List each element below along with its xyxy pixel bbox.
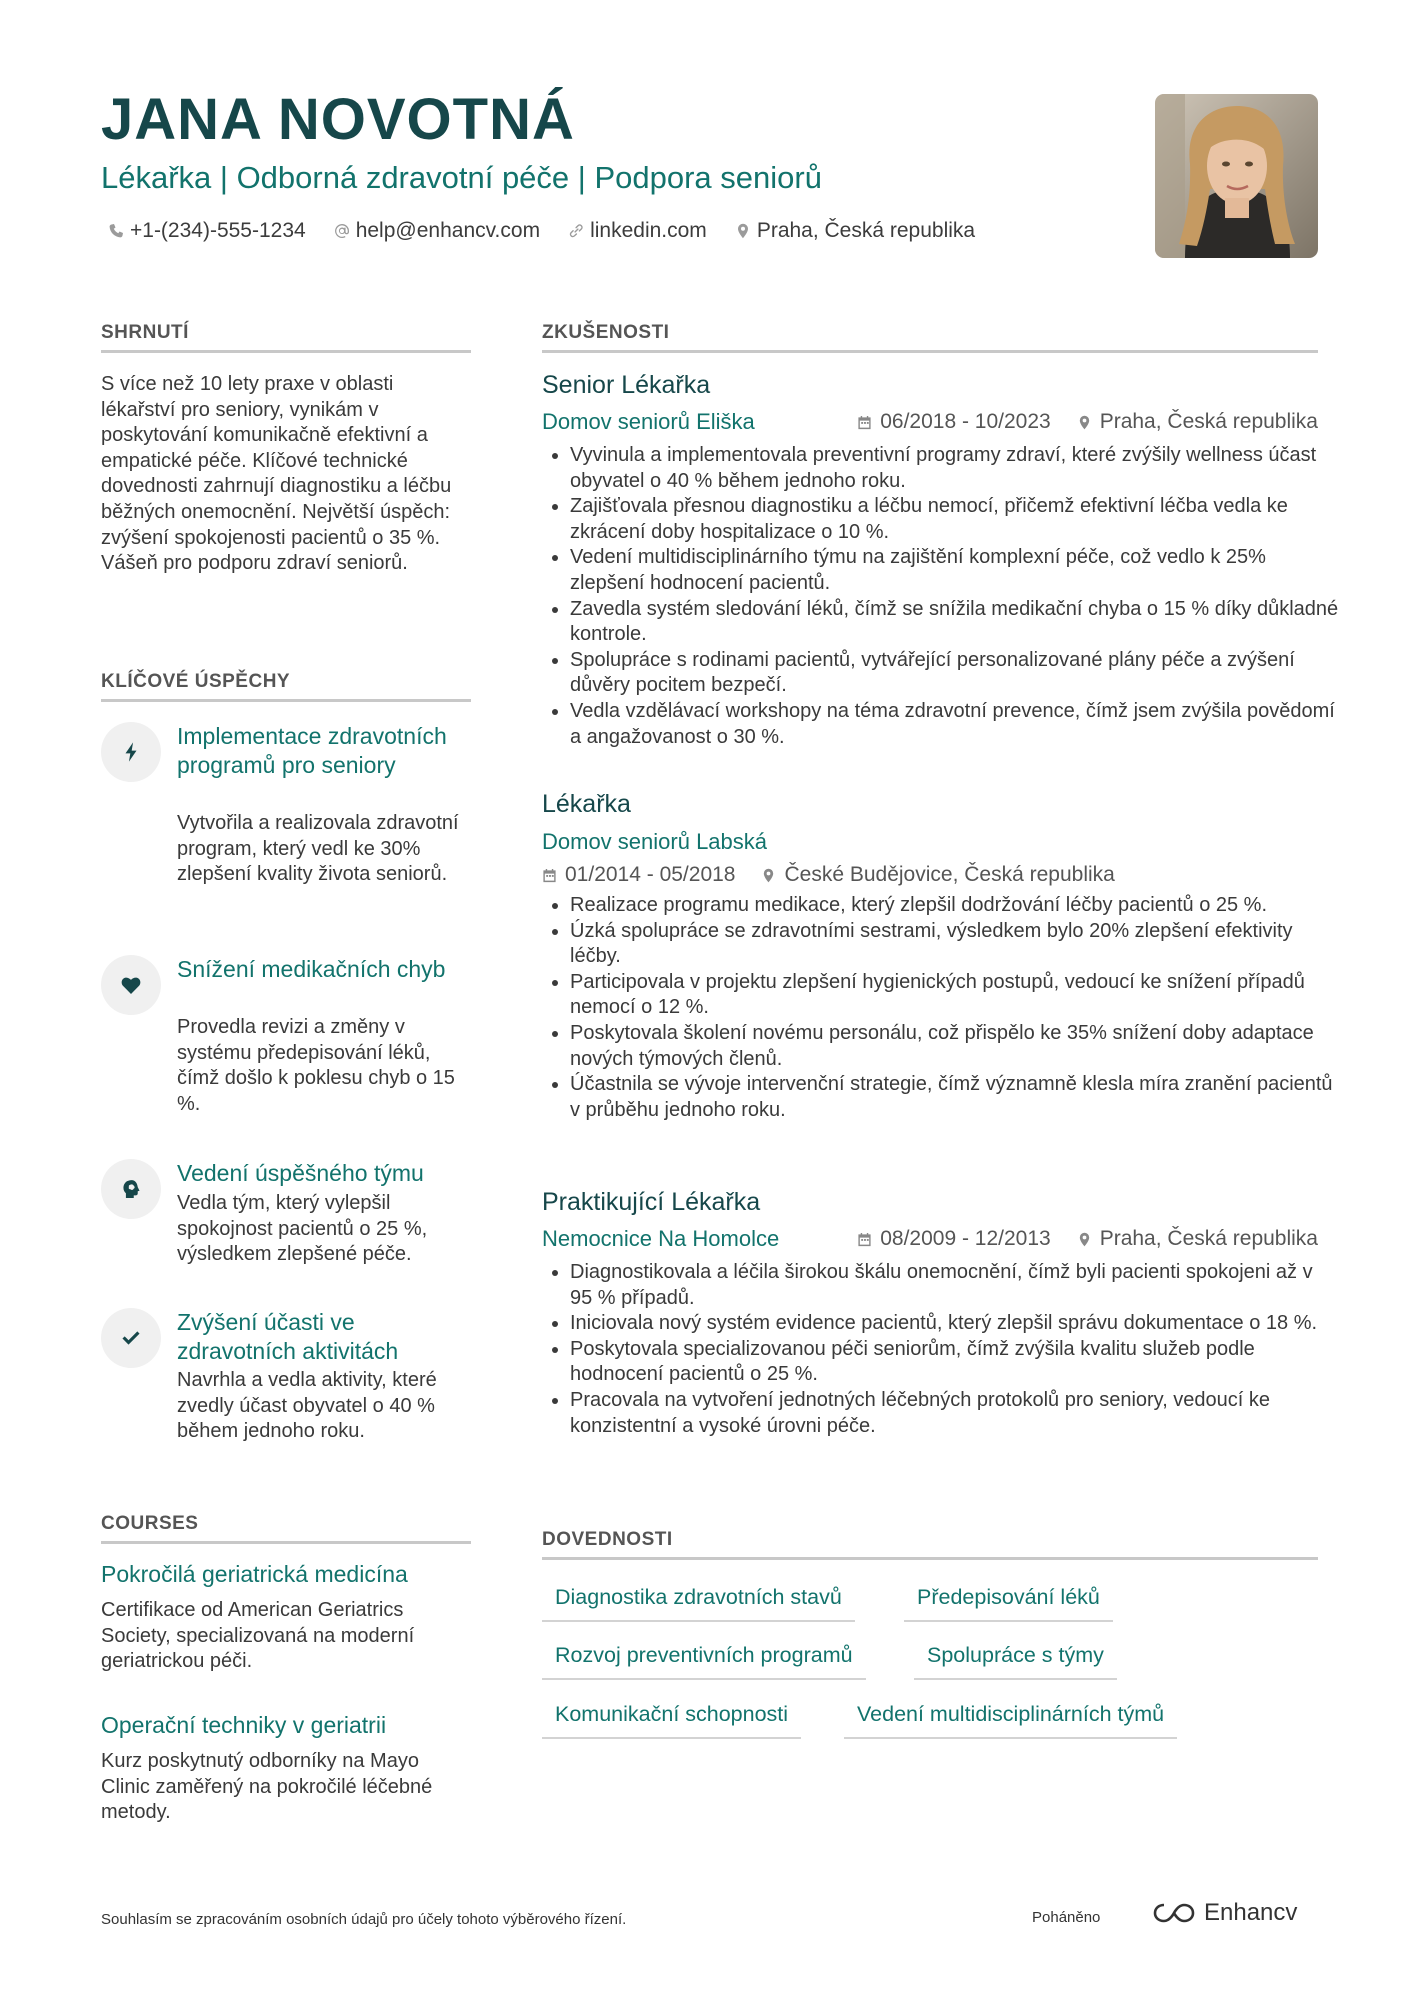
head-brain-icon: [120, 1178, 142, 1200]
job-company: Domov seniorů Labská: [542, 829, 768, 854]
powered-by-label: Poháněno: [1032, 1909, 1101, 1926]
achievement-title: Zvýšení účasti ve zdravotních aktivitách: [177, 1309, 399, 1364]
job-dates-text: 01/2014 - 05/2018: [565, 863, 736, 886]
contact-phone[interactable]: [108, 219, 306, 243]
job-location-text: České Budějovice, Česká republika: [784, 863, 1115, 886]
achievement-item: [101, 1159, 471, 1289]
job-location: [761, 863, 1114, 887]
calendar-icon: [857, 415, 872, 430]
job-meta-row: [542, 863, 1318, 887]
job-bullet: • Zajišťovala přesnou diagnostiku a léčbu nemocí, přičemž efektivní léčba vedla ke zkrácení doby hospitalizace o 10 %.: [570, 494, 1340, 545]
calendar-icon: [542, 868, 557, 883]
contact-email[interactable]: [334, 219, 540, 243]
skill-tag: Diagnostika zdravotních stavů: [542, 1585, 855, 1622]
job-bullet: • Spolupráce s rodinami pacientů, vytvářející personalizované plány péče a zvýšení důvěry pocitem bezpečí.: [570, 648, 1340, 699]
job-company: Nemocnice Na Homolce: [542, 1226, 780, 1251]
course-title: Pokročilá geriatrická medicína: [101, 1561, 408, 1587]
achievements-heading: KLÍČOVÉ ÚSPĚCHY: [101, 671, 471, 702]
job-title: Lékařka: [542, 790, 631, 818]
phone-icon: [108, 223, 124, 239]
job-title: Praktikující Lékařka: [542, 1188, 761, 1216]
achievement-desc: Vytvořila a realizovala zdravotní program, který vedl ke 30% zlepšení kvality života seniorů.: [177, 812, 459, 886]
profile-photo-illustration: [1155, 94, 1318, 258]
job-dates: [542, 863, 735, 887]
achievement-item: [101, 1308, 471, 1458]
heart-icon: [120, 974, 142, 996]
job-dates-text: 06/2018 - 10/2023: [880, 410, 1051, 433]
candidate-name: JANA NOVOTNÁ: [101, 87, 575, 152]
skill-tag: Vedení multidisciplinárních týmů: [844, 1702, 1177, 1739]
job-bullet: • Úzká spolupráce se zdravotními sestrami, výsledkem bylo 20% zlepšení efektivity léčby.: [570, 919, 1340, 970]
job-bullet: • Iniciovala nový systém evidence pacientů, který zlepšil správu dokumentace o 18 %.: [570, 1311, 1340, 1337]
achievement-desc: Provedla revizi a změny v systému předepisování léků, čímž došlo k poklesu chyb o 15 %.: [177, 1016, 455, 1115]
achievement-item: [101, 955, 471, 1125]
candidate-tagline: Lékařka | Odborná zdravotní péče | Podpora seniorů: [101, 160, 822, 195]
summary-text: S více než 10 lety praxe v oblasti lékařství pro seniory, vynikám v poskytování komunikačně efektivní a empatické péče. Klíčové technické dovednosti zahrnují diagnostiku a léčbu běžných onemocnění. Největší úspěch: zvýšení spokojenosti pacientů o 35 %. Vášeň pro podporu zdraví seniorů.: [101, 373, 452, 575]
achievement-item: [101, 722, 471, 922]
contact-email-text: help@enhancv.com: [355, 219, 541, 242]
contact-location-text: Praha, Česká republika: [756, 219, 976, 242]
achievement-desc: Vedla tým, který vylepšil spokojnost pacientů o 25 %, výsledkem zlepšené péče.: [177, 1192, 428, 1266]
contact-phone-text: +1-(234)-555-1234: [130, 219, 306, 242]
enhancv-logo[interactable]: [1152, 1899, 1297, 1927]
achievement-icon-circle: [101, 1159, 161, 1219]
location-pin-icon: [761, 868, 776, 883]
job-bullet: • Realizace programu medikace, který zlepšil dodržování léčby pacientů o 25 %.: [570, 893, 1340, 919]
link-icon: [568, 223, 584, 239]
job-dates: [857, 410, 1050, 434]
job-bullet: • Zavedla systém sledování léků, čímž se snížila medikační chyba o 15 % díky důkladné kontrole.: [570, 597, 1340, 648]
experience-heading: ZKUŠENOSTI: [542, 322, 1318, 353]
job-location: [1077, 410, 1318, 434]
job-bullet: • Vedení multidisciplinárního týmu na zajištění komplexní péče, což vedlo k 25% zlepšení hodnocení pacientů.: [570, 545, 1340, 596]
achievement-title: Implementace zdravotních programů pro seniory: [177, 723, 447, 778]
summary-heading: SHRNUTÍ: [101, 322, 471, 353]
job-bullet: • Diagnostikovala a léčila širokou škálu onemocnění, čímž byli pacienti spokojeni až v 95 % případů.: [570, 1260, 1340, 1311]
job-meta-row: [542, 829, 1318, 855]
contact-location: [735, 219, 975, 243]
achievement-icon-circle: [101, 1308, 161, 1368]
job-meta-row: [542, 1226, 1318, 1252]
skill-tag: Předepisování léků: [904, 1585, 1113, 1622]
calendar-icon: [857, 1232, 872, 1247]
contact-linkedin-text: linkedin.com: [590, 219, 707, 242]
job-dates: [857, 1227, 1050, 1251]
location-pin-icon: [1077, 1232, 1092, 1247]
job-bullet: • Poskytovala školení novému personálu, což přispělo ke 35% snížení doby adaptace nových týmových členů.: [570, 1021, 1340, 1072]
job-dates-text: 08/2009 - 12/2013: [880, 1227, 1051, 1250]
job-bullet: • Vedla vzdělávací workshopy na téma zdravotní prevence, čímž jsem zvýšila povědomí a angažovanost o 30 %.: [570, 699, 1340, 750]
job-location-text: Praha, Česká republika: [1099, 410, 1318, 433]
consent-note: Souhlasím se zpracováním osobních údajů pro účely tohoto výběrového řízení.: [101, 1911, 627, 1928]
job-bullet: • Poskytovala specializovanou péči seniorům, čímž zvýšila kvalitu služeb podle hodnocení pacientů o 25 %.: [570, 1337, 1340, 1388]
enhancv-logo-icon: [1152, 1902, 1196, 1924]
job-bullet: • Pracovala na vytvoření jednotných léčebných protokolů pro seniory, vedoucí ke konzistentní a vysoké úrovni péče.: [570, 1388, 1340, 1439]
course-desc: Kurz poskytnutý odborníky na Mayo Clinic zaměřený na pokročilé léčebné metody.: [101, 1750, 433, 1824]
skills-heading: DOVEDNOSTI: [542, 1529, 1318, 1560]
job-bullet: • Participovala v projektu zlepšení hygienických postupů, vedoucí ke snížení případů nemocí o 12 %.: [570, 970, 1340, 1021]
skill-tag: Komunikační schopnosti: [542, 1702, 801, 1739]
job-bullets: [545, 1260, 1340, 1439]
job-location-text: Praha, Česká republika: [1099, 1227, 1318, 1250]
courses-heading: COURSES: [101, 1513, 471, 1544]
profile-photo: [1155, 94, 1318, 258]
job-bullet: • Vyvinula a implementovala preventivní programy zdraví, které zvýšily wellness účast obyvatel o 40 % během jednoho roku.: [570, 443, 1340, 494]
job-bullets: [545, 893, 1340, 1123]
achievement-title: Snížení medikačních chyb: [177, 956, 446, 982]
job-title: Senior Lékařka: [542, 371, 711, 399]
job-company: Domov seniorů Eliška: [542, 409, 755, 434]
course-desc: Certifikace od American Geriatrics Society, specializovaná na moderní geriatrickou péči.: [101, 1599, 415, 1673]
lightning-icon: [120, 741, 142, 763]
skill-tag: Spolupráce s týmy: [914, 1643, 1117, 1680]
at-icon: [334, 223, 350, 239]
location-pin-icon: [1077, 415, 1092, 430]
achievement-icon-circle: [101, 955, 161, 1015]
achievement-desc: Navrhla a vedla aktivity, které zvedly účast obyvatel o 40 % během jednoho roku.: [177, 1369, 437, 1443]
achievement-icon-circle: [101, 722, 161, 782]
skill-tag: Rozvoj preventivních programů: [542, 1643, 866, 1680]
course-title: Operační techniky v geriatrii: [101, 1712, 387, 1738]
enhancv-logo-text: Enhancv: [1204, 1899, 1298, 1926]
job-location: [1077, 1227, 1318, 1251]
job-bullet: • Účastnila se vývoje intervenční strategie, čímž významně klesla míra zranění pacientů v průběhu jednoho roku.: [570, 1072, 1340, 1123]
achievement-title: Vedení úspěšného týmu: [177, 1160, 424, 1186]
job-meta-row: [542, 409, 1318, 435]
contact-bar: [108, 219, 975, 243]
contact-linkedin[interactable]: [568, 219, 707, 243]
location-pin-icon: [735, 223, 751, 239]
job-bullets: [545, 443, 1340, 750]
checkmark-icon: [120, 1327, 142, 1349]
